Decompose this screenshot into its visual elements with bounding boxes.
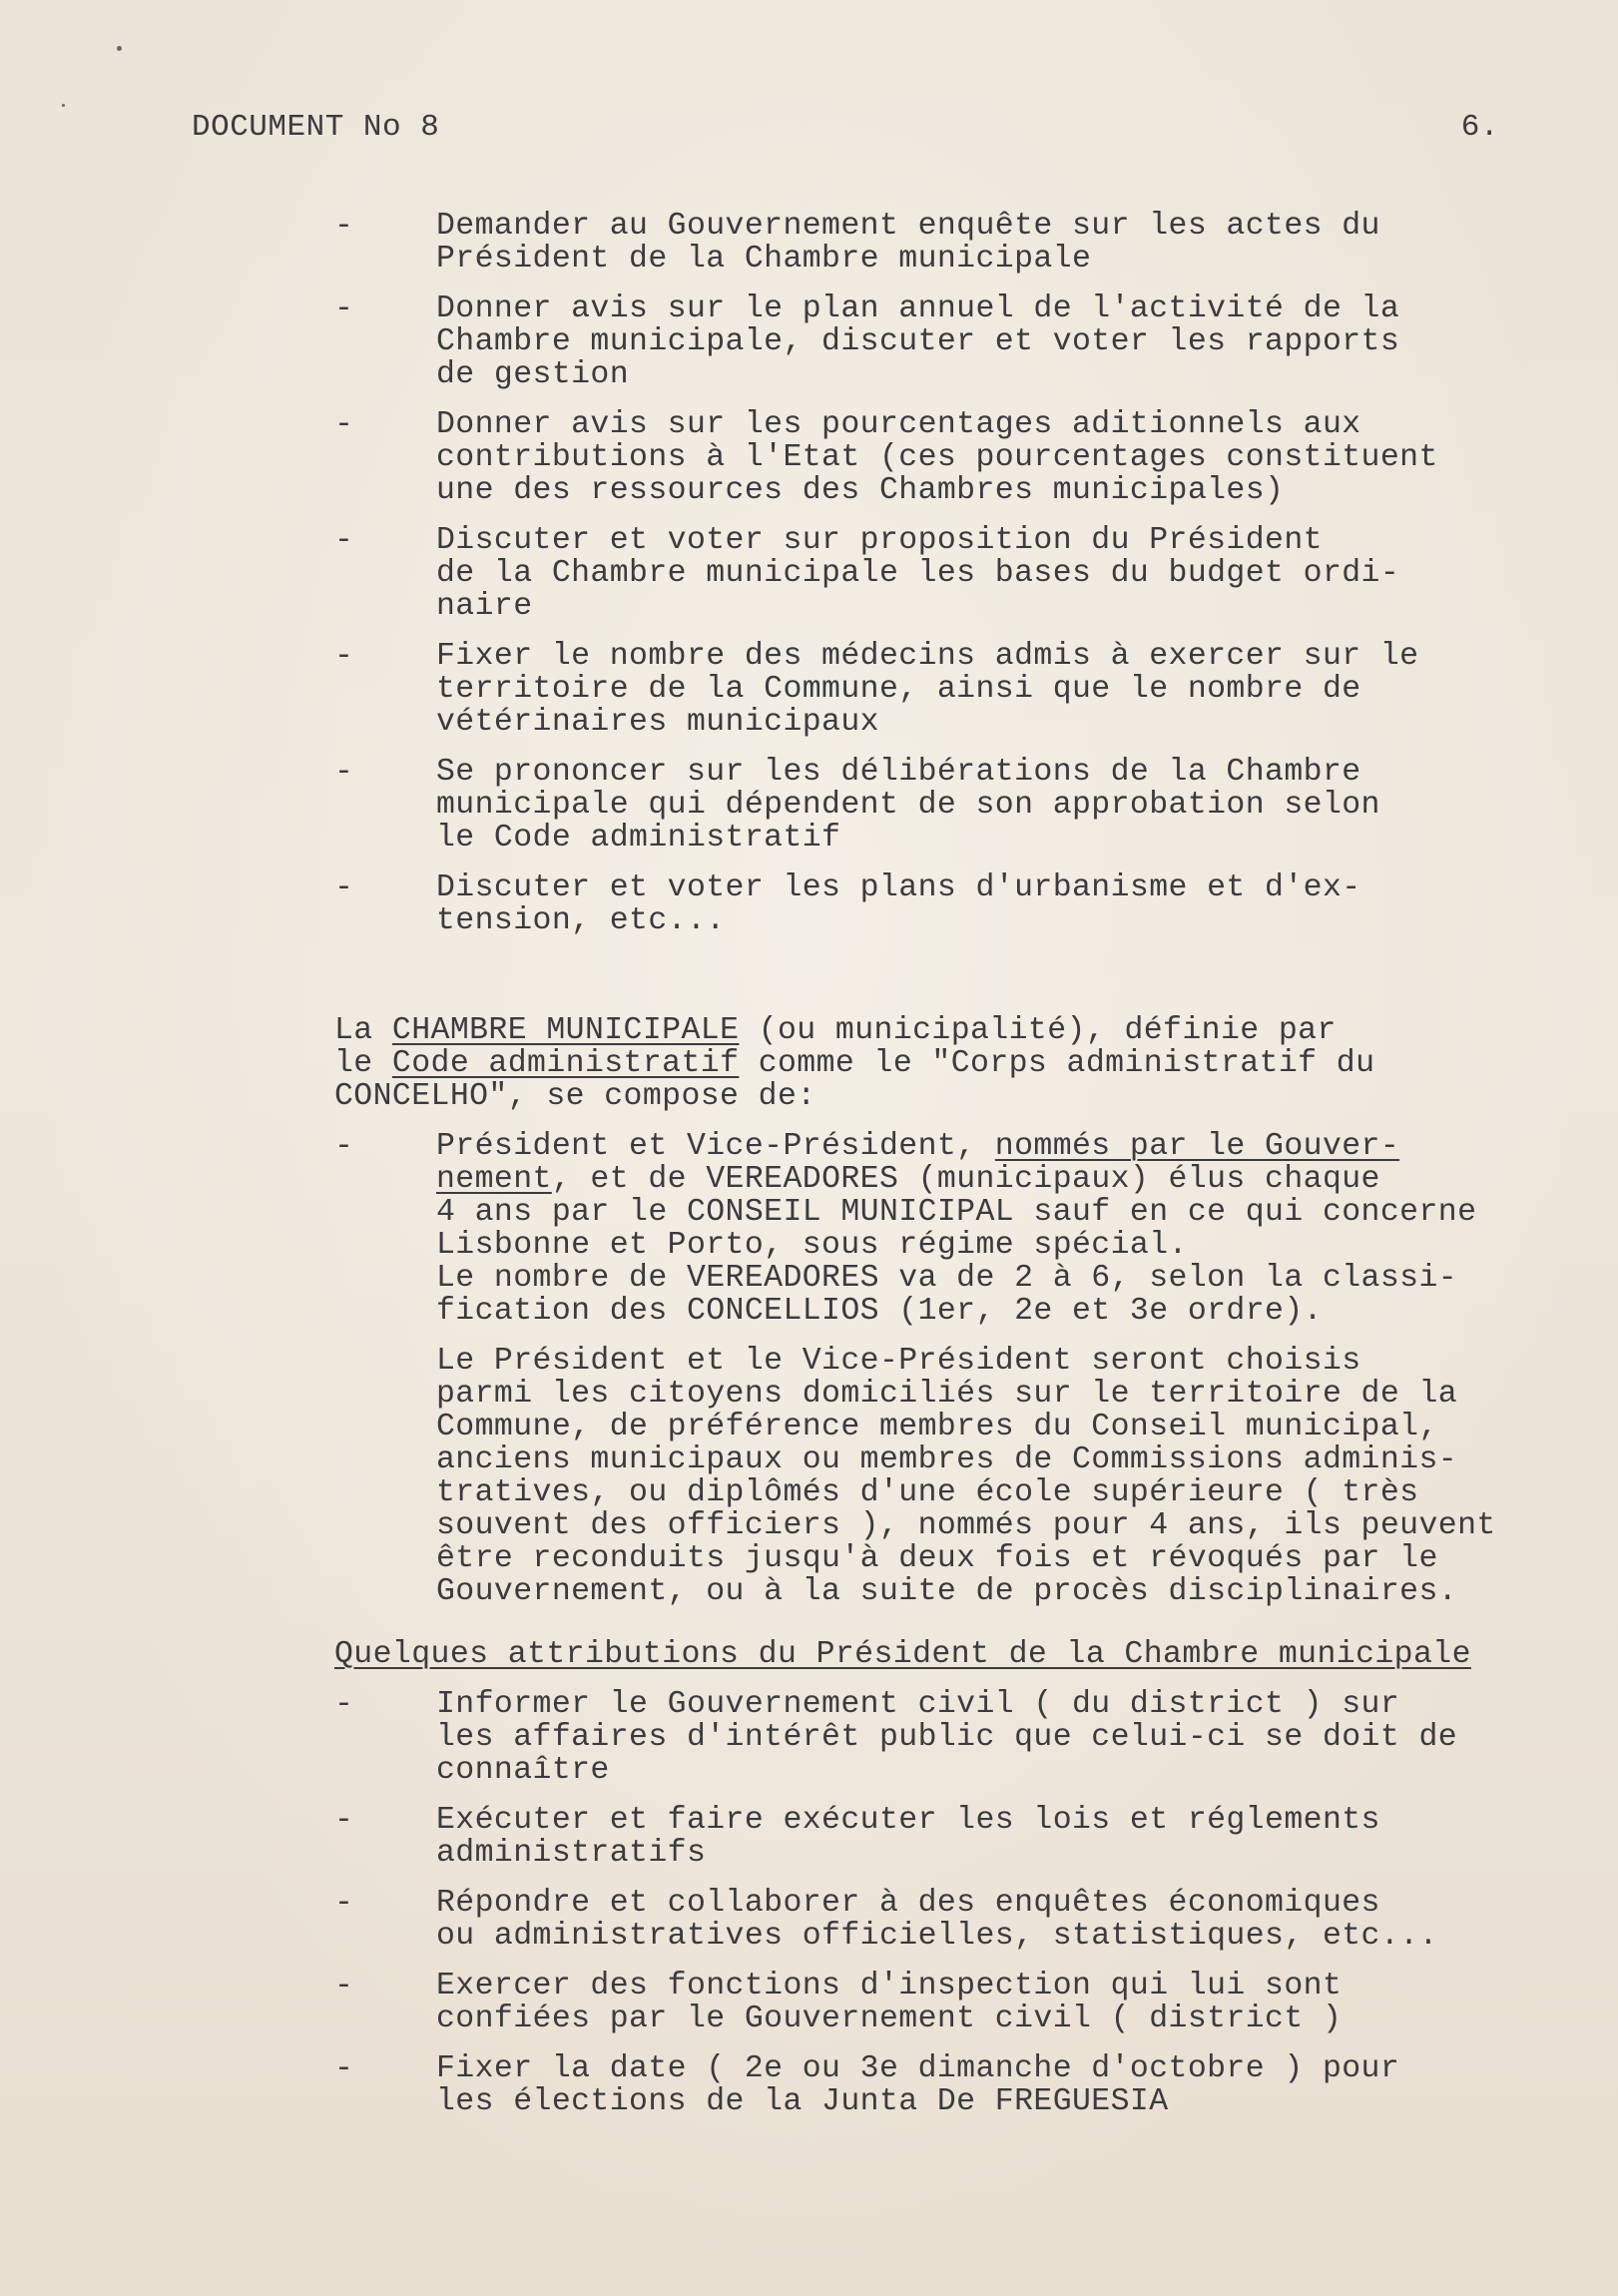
underlined-term: Code administratif bbox=[391, 1046, 740, 1081]
list-item bbox=[334, 408, 1582, 507]
list-dash: - bbox=[334, 291, 354, 326]
text-run: , et de VEREADORES (municipaux) élus chaque bbox=[551, 1162, 1380, 1197]
paper-speck bbox=[62, 104, 65, 107]
paragraph-line bbox=[436, 1130, 1582, 1163]
list-item bbox=[334, 2052, 1582, 2118]
paragraph-line bbox=[436, 1163, 1582, 1196]
list-dash: - bbox=[334, 1803, 354, 1838]
list-item bbox=[334, 1970, 1582, 2035]
text-run: le bbox=[334, 1046, 392, 1081]
composition-text: 4 ans par le CONSEIL MUNICIPAL sauf en ce qui concerne Lisbonne et Porto, sous régime spécial. Le nombre de VEREADORES va de 2 à 6, selon la classi- fication des CONCELLIOS (1er, 2e et 3e ordre). bbox=[436, 1195, 1477, 1329]
paragraph-line bbox=[334, 1014, 1582, 1047]
document-title: DOCUMENT No 8 bbox=[192, 110, 440, 145]
list-item bbox=[334, 756, 1582, 855]
list-item bbox=[334, 292, 1582, 391]
list-item-text: Exécuter et faire exécuter les lois et réglements administratifs bbox=[436, 1803, 1380, 1871]
list-item-text: Discuter et voter les plans d'urbanisme et d'ex- tension, etc... bbox=[436, 870, 1361, 938]
list-item-text: Discuter et voter sur proposition du Président de la Chambre municipale les bases du budget ordi- naire bbox=[436, 523, 1400, 624]
list-item bbox=[334, 640, 1582, 739]
list-dash: - bbox=[334, 1129, 354, 1164]
list-dash: - bbox=[334, 407, 354, 442]
list-item-text: Fixer la date ( 2e ou 3e dimanche d'octobre ) pour les élections de la Junta De FREGUESIA bbox=[436, 2051, 1400, 2119]
list-item-text: Informer le Gouvernement civil ( du district ) sur les affaires d'intérêt public que celui-ci se doit de connaître bbox=[436, 1687, 1458, 1788]
assembly-powers-list bbox=[334, 210, 1582, 937]
list-item bbox=[334, 1887, 1582, 1953]
list-item bbox=[334, 1688, 1582, 1787]
list-dash: - bbox=[334, 639, 354, 674]
page-number: 6. bbox=[1460, 110, 1499, 145]
list-dash: - bbox=[334, 1886, 354, 1921]
section-heading: Quelques attributions du Président de la Chambre municipale bbox=[334, 1637, 1471, 1672]
list-dash: - bbox=[334, 1969, 354, 2004]
list-item-text: Donner avis sur le plan annuel de l'activité de la Chambre municipale, discuter et voter les rapports de gestion bbox=[436, 291, 1400, 392]
list-item bbox=[334, 871, 1582, 937]
composition-item bbox=[334, 1130, 1582, 1328]
list-item bbox=[334, 524, 1582, 623]
text-run: comme le "Corps administratif du bbox=[739, 1046, 1375, 1081]
underlined-term: nement bbox=[436, 1162, 552, 1197]
list-dash: - bbox=[334, 209, 354, 244]
list-item-text: Donner avis sur les pourcentages aditionnels aux contributions à l'Etat (ces pourcentages constituent une des ressources des Chambres municipales) bbox=[436, 407, 1438, 508]
list-item-text: Se prononcer sur les délibérations de la Chambre municipale qui dépendent de son approbation selon le Code administratif bbox=[436, 755, 1380, 856]
list-item-text: Demander au Gouvernement enquête sur les actes du Président de la Chambre municipale bbox=[436, 209, 1380, 277]
text-run: (ou municipalité), définie par bbox=[739, 1013, 1337, 1048]
list-dash: - bbox=[334, 870, 354, 905]
chambre-intro-paragraph bbox=[334, 1014, 1582, 1113]
text-run: Président et Vice-Président, bbox=[436, 1129, 995, 1164]
list-item-text: Fixer le nombre des médecins admis à exercer sur le territoire de la Commune, ainsi que le nombre de vétérinaires municipaux bbox=[436, 639, 1419, 740]
document-body bbox=[334, 210, 1582, 2135]
section-spacer bbox=[334, 954, 1582, 1014]
list-dash: - bbox=[334, 2051, 354, 2086]
president-paragraph: Le Président et le Vice-Président seront choisis parmi les citoyens domiciliés sur le territoire de la Commune, de préférence membres du Conseil municipal, anciens municipaux ou membres de Commissions adminis- tratives, ou diplômés d'une école supérieure ( très souvent des officiers ), nommés pour 4 ans, ils peuvent être reconduits jusqu'à deux fois et révoqués par le Gouvernement, ou à la suite de procès disciplinaires. bbox=[436, 1344, 1496, 1609]
list-item-text: Exercer des fonctions d'inspection qui lui sont confiées par le Gouvernement civil ( district ) bbox=[436, 1969, 1343, 2036]
list-item-text: Répondre et collaborer à des enquêtes économiques ou administratives officielles, statistiques, etc... bbox=[436, 1886, 1438, 1954]
page-header bbox=[192, 110, 1499, 150]
paragraph-line: CONCELHO", se compose de: bbox=[334, 1079, 816, 1114]
president-attributions-list bbox=[334, 1688, 1582, 2118]
list-item bbox=[334, 210, 1582, 276]
paragraph-line bbox=[334, 1047, 1582, 1080]
list-dash: - bbox=[334, 1687, 354, 1722]
underlined-term: nommés par le Gouver- bbox=[994, 1129, 1400, 1164]
text-run: La bbox=[334, 1013, 392, 1048]
list-dash: - bbox=[334, 523, 354, 558]
paper-speck bbox=[117, 46, 122, 51]
list-dash: - bbox=[334, 755, 354, 790]
list-item bbox=[334, 1804, 1582, 1870]
underlined-term: CHAMBRE MUNICIPALE bbox=[391, 1013, 740, 1048]
